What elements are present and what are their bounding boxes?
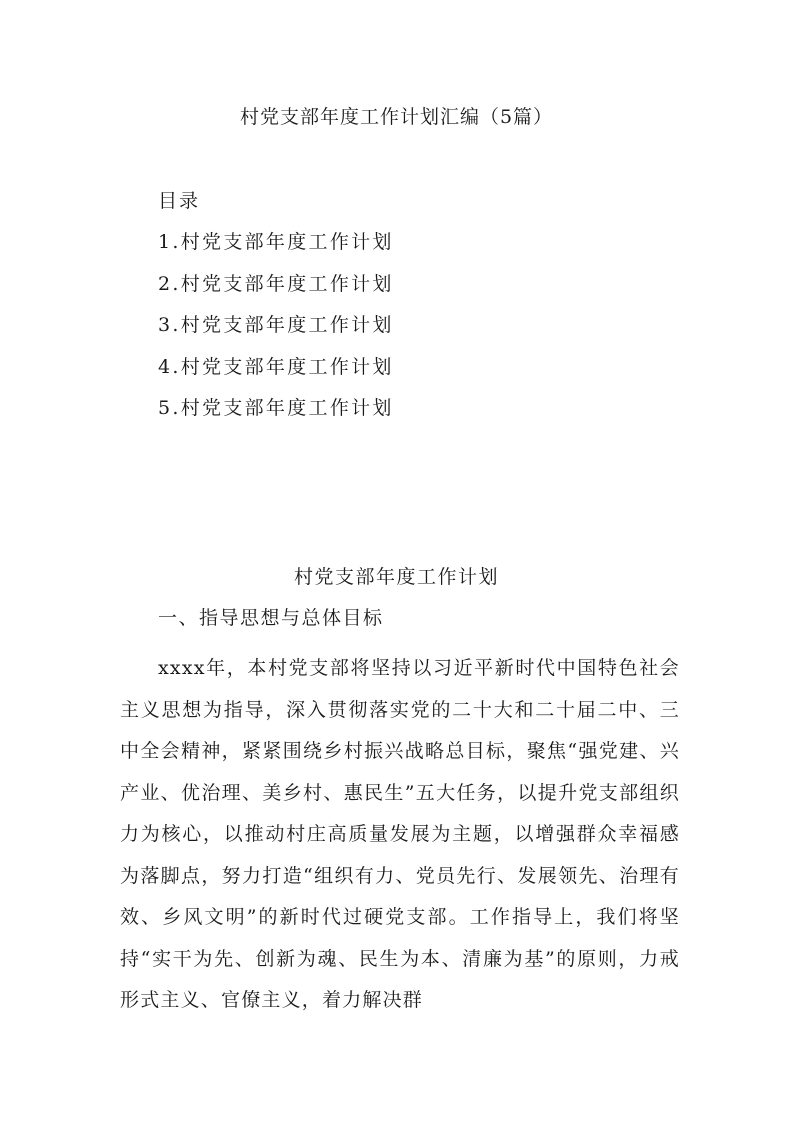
toc-item-4: 4.村党支部年度工作计划 (158, 355, 394, 378)
section-title: 村党支部年度工作计划 (293, 566, 499, 588)
section-subheading: 一、指导思想与总体目标 (158, 607, 384, 629)
toc-item-3: 3.村党支部年度工作计划 (158, 314, 394, 336)
document-title: 村党支部年度工作计划汇编（5篇） (239, 106, 554, 128)
toc-item-5: 5.村党支部年度工作计划 (158, 397, 394, 419)
body-paragraph: xxxx年，本村党支部将坚持以习近平新时代中国特色社会主义思想为指导，深入贯彻落实党的二十大和二十届二中、三中全会精神，紧紧围绕乡村振兴战略总目标，聚焦“强党建、兴产业、优治理、美乡村、惠民生”五大任务，以提升党支部组织力为核心，以推动村庄高质量发展为主题，以增强群众幸福感为落脚点，努力打造“组织有力、党员先行、发展领先、治理有效、乡风文明”的新时代过硬党支部。工作指导上，我们将坚持“实干为先、创新为魂、民生为本、清廉为基”的原则，力戒形式主义、官僚主义，着力解决群 (120, 657, 680, 1011)
toc-item-2: 2.村党支部年度工作计划 (158, 272, 394, 295)
table-of-contents (158, 228, 394, 436)
toc-heading: 目录 (158, 190, 201, 212)
toc-item-1: 1.村党支部年度工作计划 (158, 231, 394, 253)
